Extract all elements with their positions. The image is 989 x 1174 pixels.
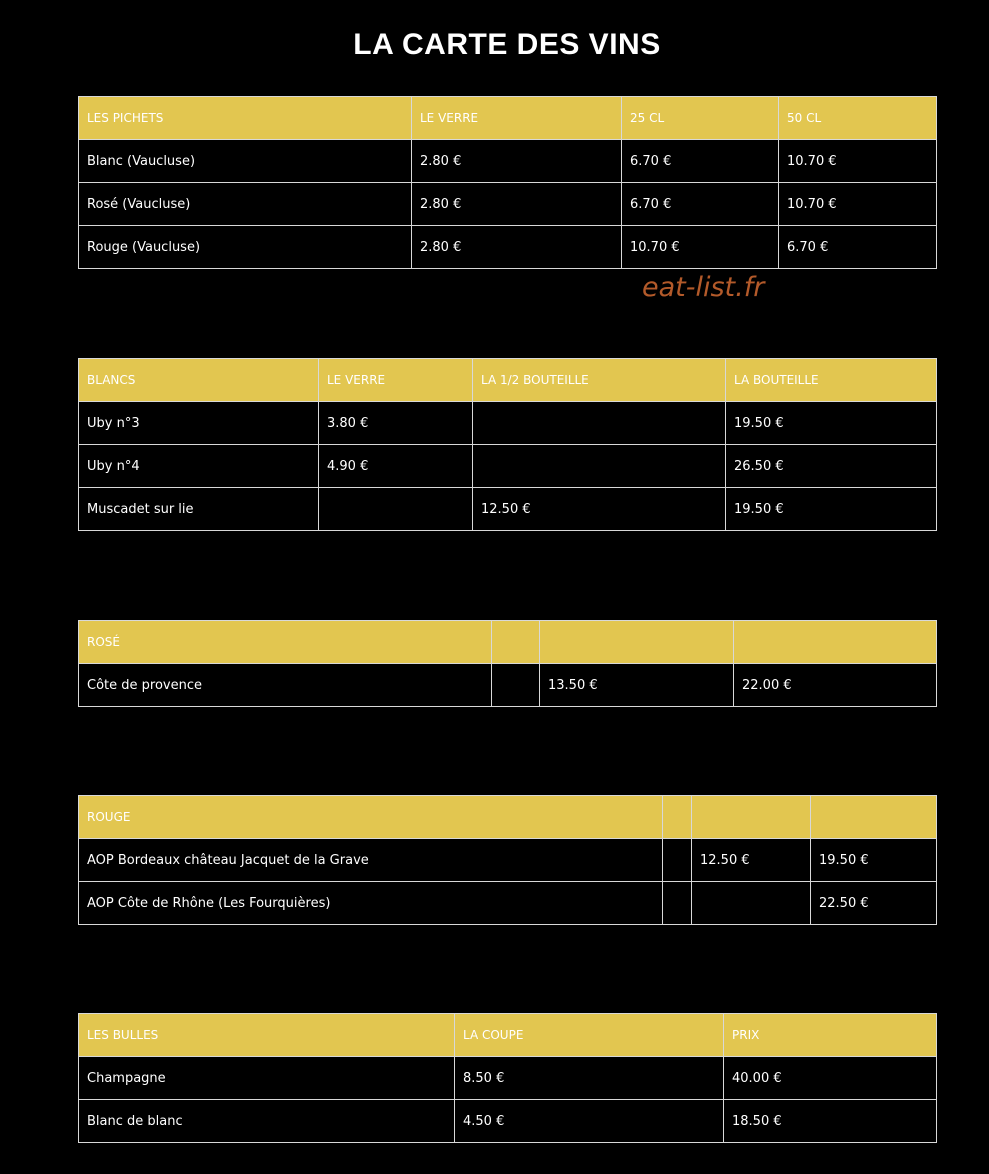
price-cell: 19.50 € bbox=[726, 488, 937, 531]
price-cell: 22.00 € bbox=[734, 664, 937, 707]
price-cell: 2.80 € bbox=[412, 183, 622, 226]
price-cell bbox=[319, 488, 473, 531]
rose-table bbox=[78, 620, 937, 707]
price-cell: 19.50 € bbox=[811, 839, 937, 882]
table-row bbox=[79, 664, 937, 707]
price-cell: 6.70 € bbox=[779, 226, 937, 269]
table-header-row bbox=[79, 796, 937, 839]
table-row bbox=[79, 839, 937, 882]
price-cell: 8.50 € bbox=[455, 1057, 724, 1100]
table-row bbox=[79, 1057, 937, 1100]
price-cell: 13.50 € bbox=[540, 664, 734, 707]
column-header: BLANCS bbox=[79, 359, 319, 402]
column-header: LES BULLES bbox=[79, 1014, 455, 1057]
table-row bbox=[79, 488, 937, 531]
wine-name: Champagne bbox=[79, 1057, 455, 1100]
price-cell: 6.70 € bbox=[622, 140, 779, 183]
table-row bbox=[79, 140, 937, 183]
wine-name: Côte de provence bbox=[79, 664, 492, 707]
page-title: LA CARTE DES VINS bbox=[353, 28, 661, 61]
column-header bbox=[492, 621, 540, 664]
price-cell bbox=[663, 839, 692, 882]
price-cell: 4.50 € bbox=[455, 1100, 724, 1143]
column-header: ROSÉ bbox=[79, 621, 492, 664]
blancs-table bbox=[78, 358, 937, 531]
wine-name: Uby n°3 bbox=[79, 402, 319, 445]
rouge-table bbox=[78, 795, 937, 925]
price-cell: 10.70 € bbox=[779, 183, 937, 226]
price-cell: 12.50 € bbox=[473, 488, 726, 531]
column-header: LA COUPE bbox=[455, 1014, 724, 1057]
price-cell: 18.50 € bbox=[724, 1100, 937, 1143]
wine-name: Blanc (Vaucluse) bbox=[79, 140, 412, 183]
wine-name: Rosé (Vaucluse) bbox=[79, 183, 412, 226]
table-header-row bbox=[79, 621, 937, 664]
column-header: LE VERRE bbox=[319, 359, 473, 402]
wine-name: Muscadet sur lie bbox=[79, 488, 319, 531]
table-row bbox=[79, 445, 937, 488]
price-cell: 2.80 € bbox=[412, 226, 622, 269]
wine-name: AOP Côte de Rhône (Les Fourquières) bbox=[79, 882, 663, 925]
table-row bbox=[79, 882, 937, 925]
price-cell: 4.90 € bbox=[319, 445, 473, 488]
column-header bbox=[734, 621, 937, 664]
price-cell bbox=[692, 882, 811, 925]
price-cell: 10.70 € bbox=[779, 140, 937, 183]
wine-name: Uby n°4 bbox=[79, 445, 319, 488]
price-cell: 26.50 € bbox=[726, 445, 937, 488]
column-header bbox=[811, 796, 937, 839]
column-header: LA 1/2 BOUTEILLE bbox=[473, 359, 726, 402]
wine-name: Blanc de blanc bbox=[79, 1100, 455, 1143]
price-cell: 40.00 € bbox=[724, 1057, 937, 1100]
column-header: LE VERRE bbox=[412, 97, 622, 140]
column-header: LES PICHETS bbox=[79, 97, 412, 140]
column-header: PRIX bbox=[724, 1014, 937, 1057]
wine-name: Rouge (Vaucluse) bbox=[79, 226, 412, 269]
wine-name: AOP Bordeaux château Jacquet de la Grave bbox=[79, 839, 663, 882]
table-row bbox=[79, 1100, 937, 1143]
price-cell bbox=[663, 882, 692, 925]
table-header-row bbox=[79, 97, 937, 140]
price-cell: 19.50 € bbox=[726, 402, 937, 445]
price-cell bbox=[473, 445, 726, 488]
table-header-row bbox=[79, 1014, 937, 1057]
column-header: LA BOUTEILLE bbox=[726, 359, 937, 402]
table-row bbox=[79, 402, 937, 445]
price-cell: 2.80 € bbox=[412, 140, 622, 183]
price-cell bbox=[492, 664, 540, 707]
price-cell: 10.70 € bbox=[622, 226, 779, 269]
table-header-row bbox=[79, 359, 937, 402]
bulles-table bbox=[78, 1013, 937, 1143]
table-row bbox=[79, 183, 937, 226]
price-cell: 6.70 € bbox=[622, 183, 779, 226]
pichets-table bbox=[78, 96, 937, 269]
column-header bbox=[663, 796, 692, 839]
price-cell bbox=[473, 402, 726, 445]
column-header: 50 CL bbox=[779, 97, 937, 140]
column-header: 25 CL bbox=[622, 97, 779, 140]
price-cell: 22.50 € bbox=[811, 882, 937, 925]
price-cell: 3.80 € bbox=[319, 402, 473, 445]
watermark: eat-list.fr bbox=[642, 272, 765, 303]
price-cell: 12.50 € bbox=[692, 839, 811, 882]
column-header: ROUGE bbox=[79, 796, 663, 839]
column-header bbox=[692, 796, 811, 839]
table-row bbox=[79, 226, 937, 269]
column-header bbox=[540, 621, 734, 664]
